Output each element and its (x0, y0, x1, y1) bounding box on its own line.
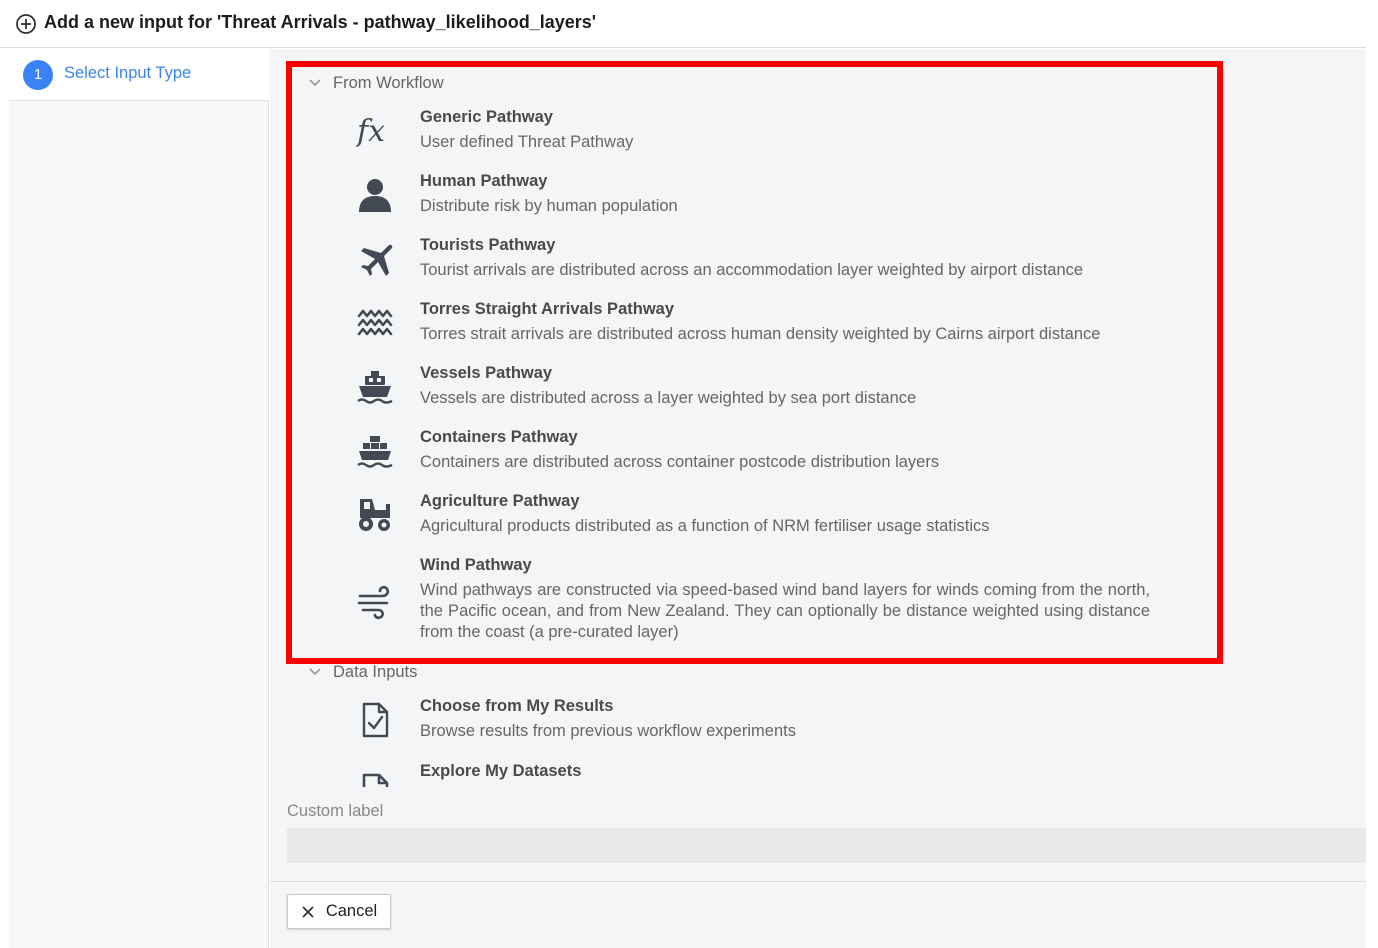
option-human-pathway[interactable] (350, 172, 1170, 222)
dialog-header (0, 0, 1366, 48)
person-icon (356, 176, 394, 214)
chevron-down-icon (308, 665, 322, 679)
option-name: Choose from My Results (420, 697, 614, 715)
function-icon (356, 112, 394, 150)
cancel-label: Cancel (325, 902, 378, 920)
group-header-from-workflow[interactable] (308, 72, 444, 94)
option-description: Containers are distributed across container postcode distribution layers (420, 453, 940, 471)
option-tourists-pathway[interactable] (350, 236, 1170, 286)
dialog-title: Add a new input for 'Threat Arrivals - pathway_likelihood_layers' (44, 12, 597, 32)
close-icon (301, 905, 315, 919)
add-circle-icon (15, 13, 37, 35)
option-name: Generic Pathway (420, 108, 553, 126)
option-name: Tourists Pathway (420, 236, 556, 254)
option-choose-from-my-results[interactable] (350, 697, 1170, 747)
option-torres-straight-arrivals-pathway[interactable] (350, 300, 1170, 350)
option-vessels-pathway[interactable] (350, 364, 1170, 414)
wizard-sidebar (9, 49, 269, 948)
tractor-icon (356, 496, 394, 534)
svg-text:fx: fx (357, 114, 386, 149)
option-description: Browse results from previous workflow experiments (420, 722, 796, 740)
option-name: Human Pathway (420, 172, 548, 190)
option-name: Wind Pathway (420, 556, 532, 574)
clipped-list-area (350, 754, 1170, 787)
custom-label-caption: Custom label (287, 802, 384, 820)
chevron-down-icon (308, 76, 322, 90)
file-icon (356, 766, 394, 787)
option-description: Tourist arrivals are distributed across an accommodation layer weighted by airport distance (420, 261, 1084, 279)
group-header-data-inputs[interactable] (308, 661, 417, 683)
plane-icon (356, 240, 394, 278)
option-containers-pathway[interactable] (350, 428, 1170, 478)
option-description: Wind pathways are constructed via speed-based wind band layers for winds coming from the north, the Pacific ocean, and from New Zealand. They can optionally be distance weighted using distance from the coast (a pre-curated layer) (420, 581, 1150, 641)
step-select-input-type[interactable] (9, 49, 269, 101)
container-ship-icon (356, 432, 394, 470)
option-description: Agricultural products distributed as a function of NRM fertiliser usage statistics (420, 517, 990, 535)
input-type-panel (270, 49, 1366, 948)
option-explore-my-datasets[interactable] (350, 762, 1170, 787)
option-wind-pathway[interactable] (350, 556, 1170, 646)
step-label: Select Input Type (64, 64, 192, 82)
option-description: Vessels are distributed across a layer weighted by sea port distance (420, 389, 917, 407)
option-description: Distribute risk by human population (420, 197, 678, 215)
custom-label-input[interactable] (287, 828, 1366, 863)
step-number-badge: 1 (23, 60, 53, 90)
option-description: User defined Threat Pathway (420, 133, 634, 151)
option-name: Explore My Datasets (420, 762, 582, 780)
ship-icon (356, 368, 394, 406)
group-label: From Workflow (333, 73, 444, 92)
file-check-icon (356, 701, 394, 739)
option-name: Agriculture Pathway (420, 492, 580, 510)
option-name: Vessels Pathway (420, 364, 553, 382)
option-description: Torres strait arrivals are distributed across human density weighted by Cairns airport distance (420, 325, 1101, 343)
option-agriculture-pathway[interactable] (350, 492, 1170, 542)
group-label: Data Inputs (333, 662, 418, 681)
footer-divider (270, 881, 1366, 882)
option-generic-pathway[interactable] (350, 108, 1170, 158)
cancel-button[interactable] (287, 894, 391, 929)
wind-icon (356, 582, 394, 620)
water-waves-icon (356, 304, 394, 342)
option-name: Torres Straight Arrivals Pathway (420, 300, 675, 318)
option-name: Containers Pathway (420, 428, 578, 446)
